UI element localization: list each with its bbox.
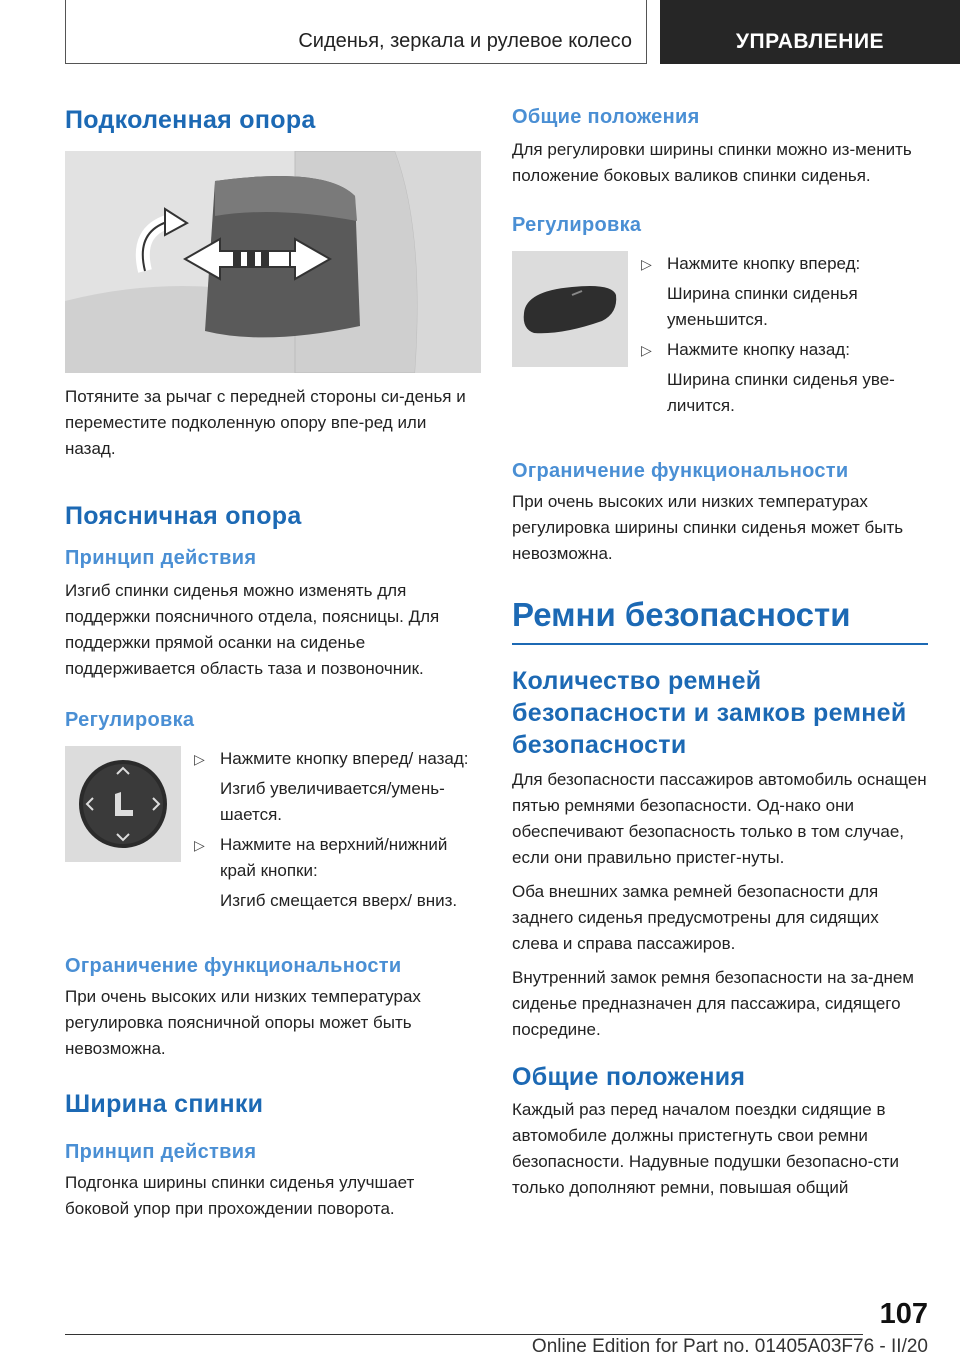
knee-support-image xyxy=(65,151,481,373)
lumbar-button-image xyxy=(65,746,181,862)
page-number: 107 xyxy=(879,1298,928,1330)
header-chapter-title: УПРАВЛЕНИЕ xyxy=(735,30,885,53)
list-item xyxy=(641,251,928,277)
lumbar-principle-heading: Принцип действия xyxy=(65,547,257,569)
belt-count-heading: Количество ремней безопасности и замков ремней безопасности xyxy=(512,667,907,759)
knee-support-heading: Подколенная опора xyxy=(65,106,316,134)
header-section-box xyxy=(65,0,647,64)
edition-info: Online Edition for Part no. 01405A03F76 - II/20 xyxy=(531,1336,928,1357)
rocker-button-icon xyxy=(512,251,628,367)
knee-support-illustration xyxy=(65,151,481,373)
bullet-triangle-icon: ▷ xyxy=(641,256,652,272)
knee-support-text: Потяните за рычаг с передней стороны си-денья и переместите подколенную опору впе-ред или назад. xyxy=(65,387,466,458)
footer-divider xyxy=(65,1334,863,1335)
step-result: Изгиб смещается вверх/ вниз. xyxy=(220,891,458,910)
general-2-heading: Общие положения xyxy=(512,1063,746,1091)
right-column xyxy=(512,100,928,1201)
step-result: Изгиб увеличивается/умень-шается. xyxy=(220,779,445,824)
general-heading: Общие положения xyxy=(512,106,700,128)
header-chapter-tab xyxy=(660,0,960,64)
general-text: Для регулировки ширины спинки можно из-менить положение боковых валиков спинки сиденья. xyxy=(512,140,912,185)
step-text: Нажмите на верхний/нижний край кнопки: xyxy=(220,835,448,880)
step-text: Нажмите кнопку вперед/ назад: xyxy=(220,749,469,768)
step-result: Ширина спинки сиденья уве-личится. xyxy=(667,370,895,415)
bullet-triangle-icon: ▷ xyxy=(194,837,205,853)
seat-belts-heading: Ремни безопасности xyxy=(512,593,928,645)
left-column xyxy=(65,100,481,1222)
width-principle-text: Подгонка ширины спинки сиденья улучшает боковой упор при прохождении поворота. xyxy=(65,1173,415,1218)
list-item xyxy=(641,337,928,363)
lumbar-limit-text: При очень высоких или низких температурах регулировка поясничной опоры может быть невозможна. xyxy=(65,987,421,1058)
lumbar-adjust-heading: Регулировка xyxy=(65,709,195,731)
header-section-title: Сиденья, зеркала и рулевое колесо xyxy=(298,30,632,52)
backrest-width-heading: Ширина спинки xyxy=(65,1090,264,1118)
general-2-text: Каждый раз перед началом поездки сидящие в автомобиле должны пристегнуть свои ремни безопасности. Надувные подушки безопасно-сти только дополняют ремни, повышая общий xyxy=(512,1100,900,1197)
list-item xyxy=(194,746,481,772)
bullet-triangle-icon: ▷ xyxy=(641,342,652,358)
list-item xyxy=(194,832,481,884)
width-adjust-heading: Регулировка xyxy=(512,214,642,236)
lumbar-steps xyxy=(194,746,481,914)
width-instructions xyxy=(512,251,928,419)
step-text: Нажмите кнопку вперед: xyxy=(667,254,861,273)
lumbar-support-heading: Поясничная опора xyxy=(65,502,302,530)
lumbar-principle-text: Изгиб спинки сиденья можно изменять для поддержки поясничного отдела, поясницы. Для поддержки прямой осанки на сиденье поддерживается область таза и позвоночник. xyxy=(65,581,440,678)
width-limit-heading: Ограничение функциональности xyxy=(512,460,849,482)
four-way-button-icon xyxy=(65,746,181,862)
belt-count-text-2: Оба внешних замка ремней безопасности для заднего сиденья предусмотрены для сидящих слева и справа пассажиров. xyxy=(512,882,879,953)
step-result: Ширина спинки сиденья уменьшится. xyxy=(667,284,858,329)
bullet-triangle-icon: ▷ xyxy=(194,751,205,767)
width-button-image xyxy=(512,251,628,367)
width-limit-text: При очень высоких или низких температурах регулировка ширины спинки сиденья может быть невозможна. xyxy=(512,492,904,563)
belt-count-text-1: Для безопасности пассажиров автомобиль оснащен пятью ремнями безопасности. Од-нако они обеспечивают безопасность только в том случае, если они правильно пристег-нуты. xyxy=(512,770,927,867)
width-steps xyxy=(641,251,928,419)
lumbar-instructions xyxy=(65,746,481,914)
step-text: Нажмите кнопку назад: xyxy=(667,340,850,359)
belt-count-text-3: Внутренний замок ремня безопасности на за-днем сиденье предназначен для пассажира, сидящего посредине. xyxy=(512,968,914,1039)
lumbar-limit-heading: Ограничение функциональности xyxy=(65,955,402,977)
width-principle-heading: Принцип действия xyxy=(65,1141,257,1163)
